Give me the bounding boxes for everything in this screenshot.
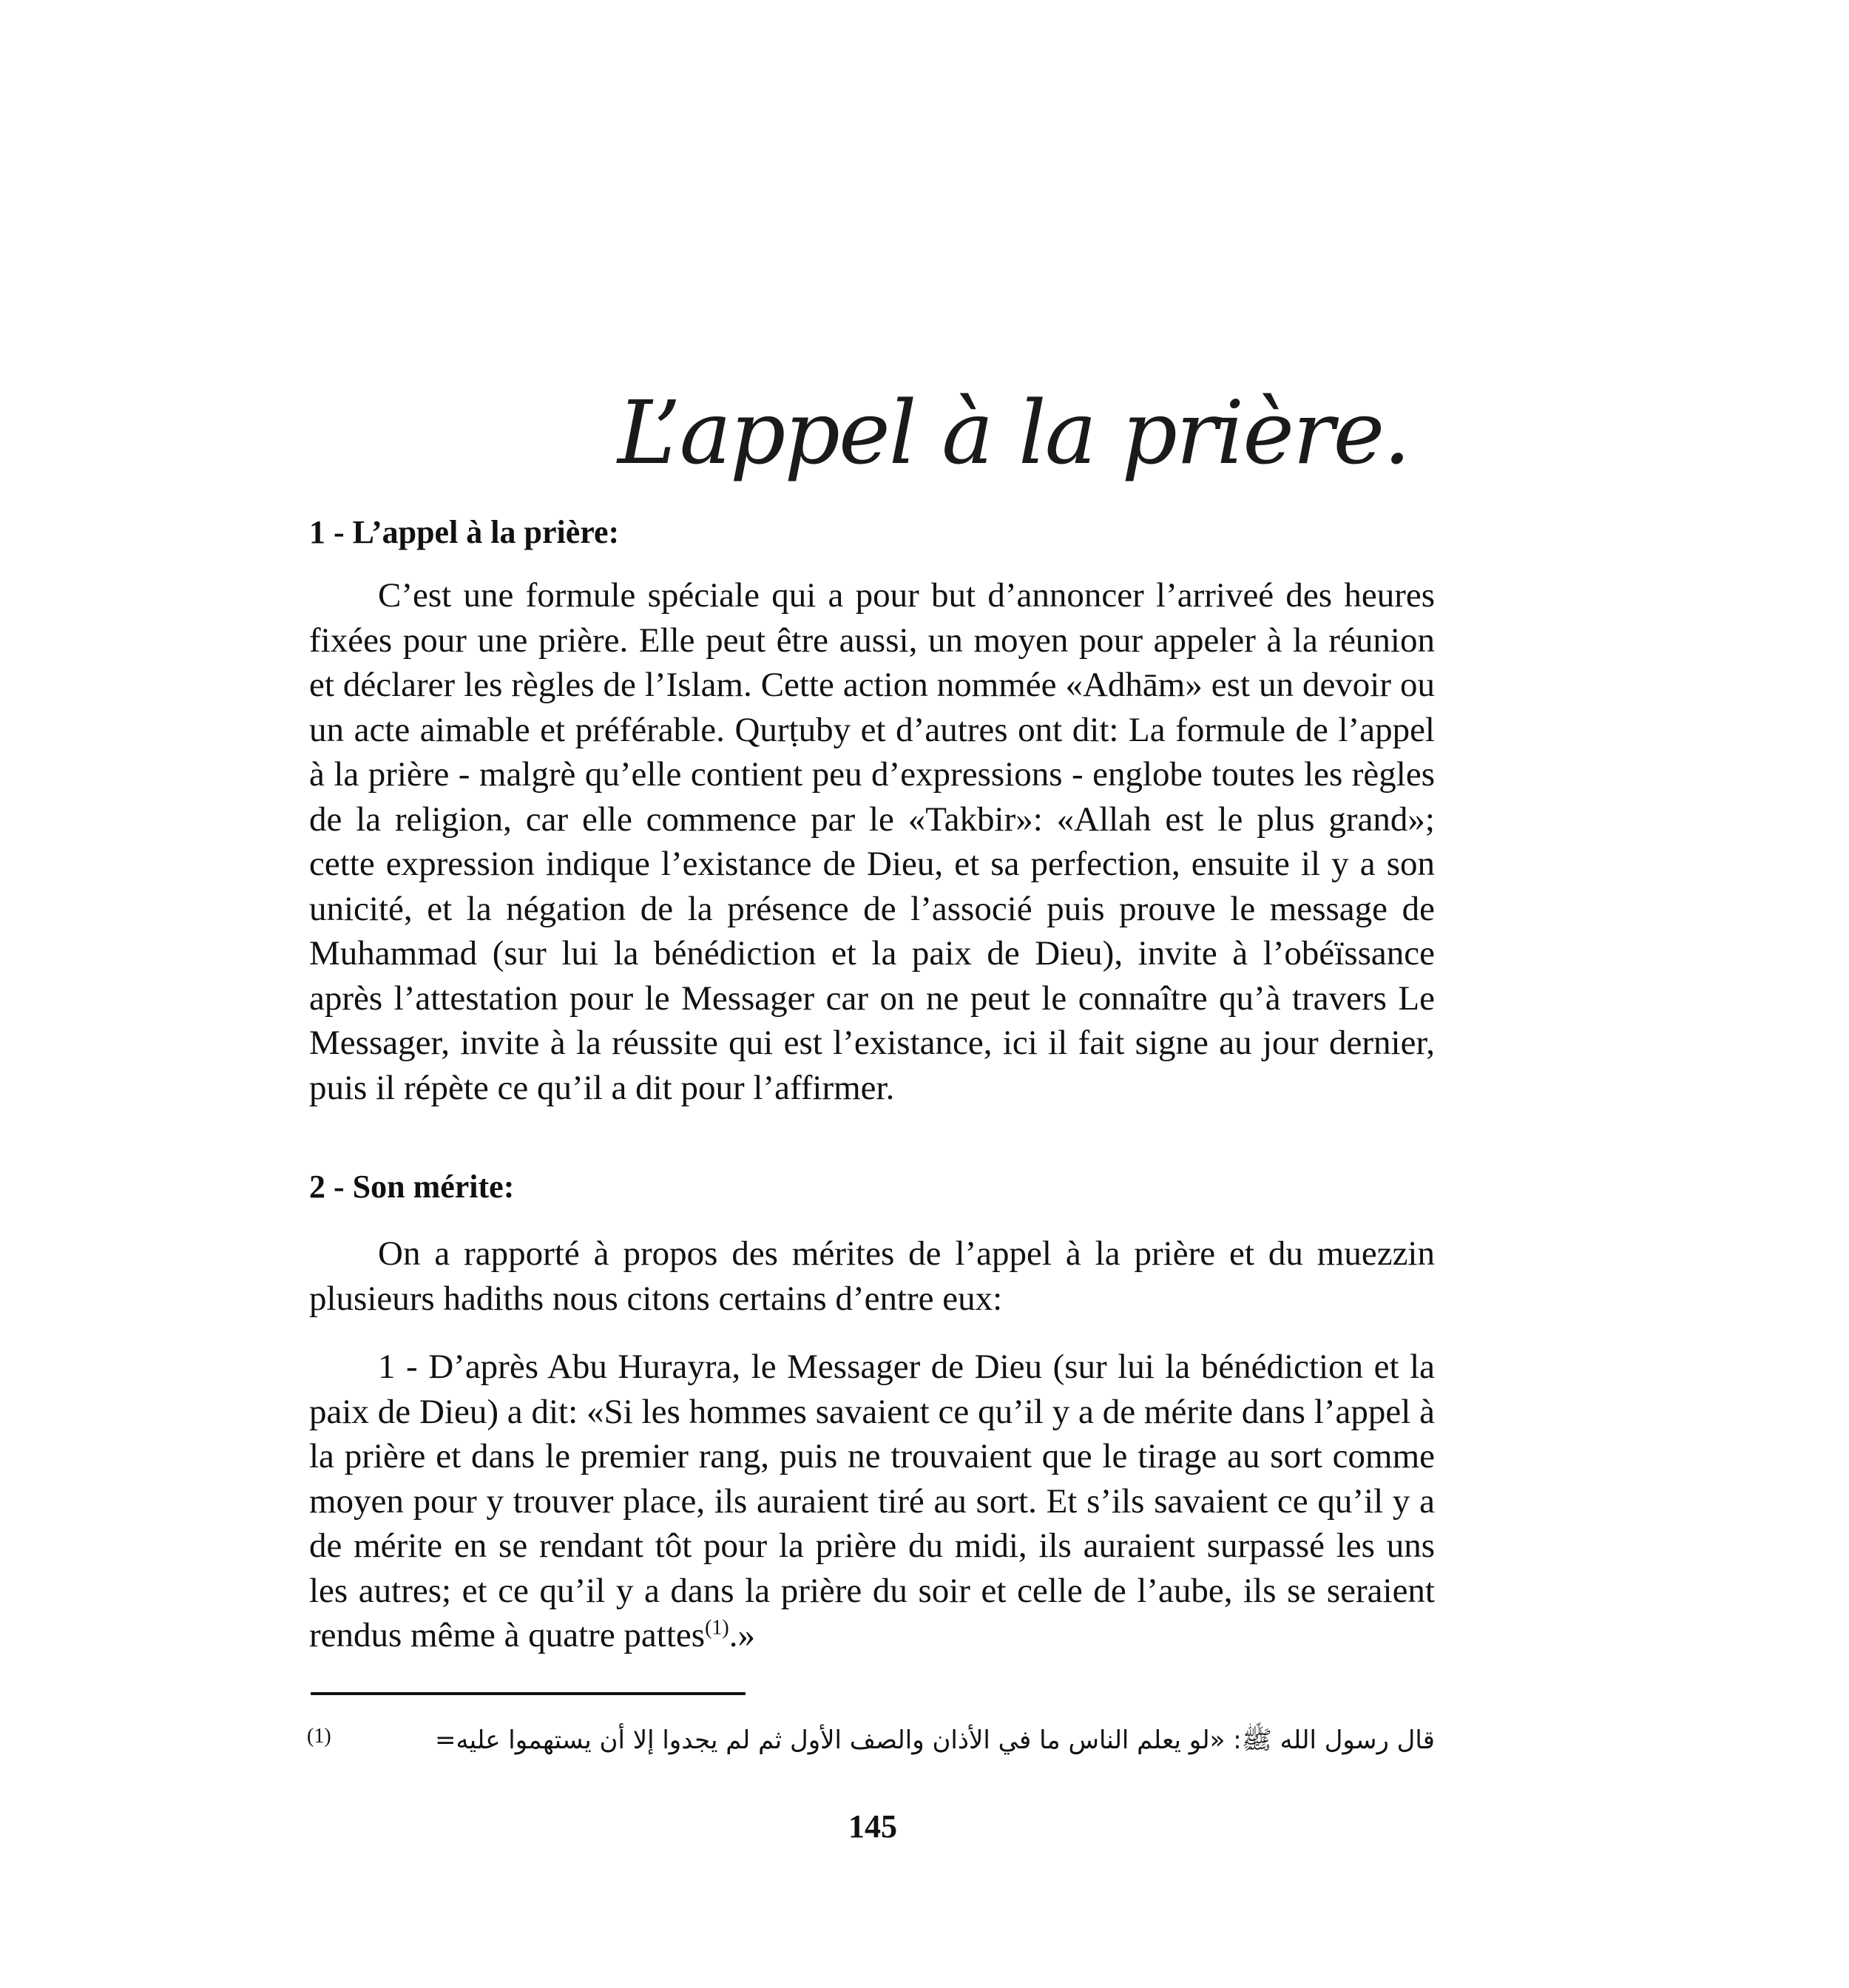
footnote-reference[interactable]: (1)	[705, 1616, 729, 1640]
chapter-title: L’appel à la prière.	[618, 382, 1410, 484]
section-heading-2: 2 - Son mérite:	[309, 1169, 515, 1205]
footnote-arabic-text: قال رسول الله ﷺ: «لو يعلم الناس ما في الأذان والصف الأول ثم لم يجدوا إلا أن يستهموا عليه=	[434, 1725, 1435, 1755]
section-2-paragraph-2	[309, 1345, 1435, 1658]
footnote-separator	[311, 1692, 746, 1695]
footnote-number: (1)	[307, 1725, 331, 1748]
hadith-text: 1 - D’après Abu Hurayra, le Messager de Dieu (sur lui la bénédiction et la paix de Dieu) a dit: «Si les hommes savaient ce qu’il y a de mérite dans l’appel à la prière et dans le premier rang, puis ne trouvaient que le tirage au sort comme moyen pour y trouver place, ils auraient tiré au sort. Et s’ils savaient ce qu’il y a de mérite en se rendant tôt pour la prière du midi, ils auraient surpassé les uns les autres; et ce qu’il y a dans la prière du soir et celle de l’aube, ils se seraient rendus même à quatre pattes	[309, 1348, 1435, 1654]
hadith-closing-quote: .»	[729, 1616, 755, 1654]
page-number: 145	[848, 1808, 897, 1845]
section-1-paragraph: C’est une formule spéciale qui a pour but d’annoncer l’arriveé des heures fixées pour une prière. Elle peut être aussi, un moyen pour appeler à la réunion et déclarer les règles de l’Islam. Cette action nommée «Adhām» est un devoir ou un acte aimable et préférable. Qurṭuby et d’autres ont dit: La formule de l’appel à la prière - malgrè qu’elle contient peu d’expressions - englobe toutes les règles de la religion, car elle commence par le «Takbir»: «Allah est le plus grand»; cette expression indique l’existance de Dieu, et sa perfection, ensuite il y a son unicité, et la négation de la présence de l’associé puis prouve le message de Muhammad (sur lui la bénédiction et la paix de Dieu), invite à l’obéïssance après l’attestation pour le Messager car on ne peut le connaître qu’à travers Le Messager, invite à la réussite qui est l’existance, ici il fait signe au jour dernier, puis il répète ce qu’il a dit pour l’affirmer.	[309, 576, 1435, 1107]
section-2-paragraph-1: On a rapporté à propos des mérites de l’appel à la prière et du muezzin plusieurs hadiths nous citons certains d’entre eux:	[309, 1234, 1435, 1318]
section-heading-1: 1 - L’appel à la prière:	[309, 514, 620, 550]
